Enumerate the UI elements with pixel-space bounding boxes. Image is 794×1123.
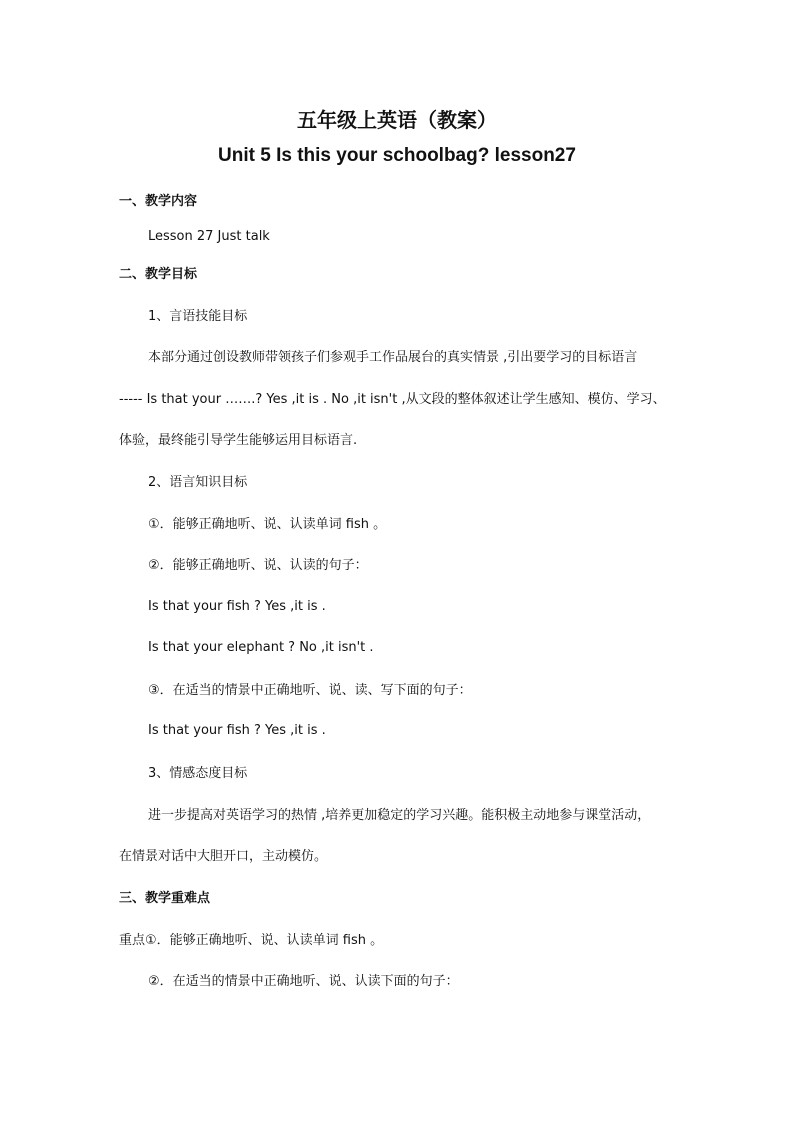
list-item: ②．能够正确地听、说、认读的句子： [148,558,368,573]
paragraph-line: 体验，最终能引导学生能够运用目标语言. [119,433,358,448]
example-sentence: Is that your elephant ? No ,it isn't . [148,640,374,655]
page-title: 五年级上英语（教案） [297,108,497,132]
paragraph-line: ----- Is that your …….? Yes ,it is . No ,it isn't ,从文段的整体叙述让学生感知、模仿、学习、 [119,392,666,407]
section-heading-content: 一、教学内容 [119,194,198,209]
lesson-line: Lesson 27 Just talk [148,229,270,244]
subheading-language-knowledge: 2、语言知识目标 [148,475,248,490]
section-heading-objectives: 二、教学目标 [119,267,198,282]
subheading-language-skills: 1、言语技能目标 [148,309,248,324]
page-subtitle: Unit 5 Is this your schoolbag? lesson27 [218,145,576,166]
example-sentence: Is that your fish ? Yes ,it is . [148,599,326,614]
list-item: 重点①．能够正确地听、说、认读单词 fish 。 [119,933,384,948]
list-item: ③．在适当的情景中正确地听、说、读、写下面的句子： [148,683,472,698]
list-item: ①．能够正确地听、说、认读单词 fish 。 [148,517,387,532]
section-heading-key-points: 三、教学重难点 [119,891,211,906]
paragraph-line: 本部分通过创设教师带领孩子们参观手工作品展台的真实情景 ,引出要学习的目标语言 [148,350,638,365]
paragraph-line: 在情景对话中大胆开口，主动模仿。 [119,849,328,864]
paragraph-line: 进一步提高对英语学习的热情 ,培养更加稳定的学习兴趣。能积极主动地参与课堂活动， [148,808,651,823]
subheading-attitude: 3、情感态度目标 [148,766,248,781]
list-item: ②．在适当的情景中正确地听、说、认读下面的句子： [148,974,459,989]
example-sentence: Is that your fish ? Yes ,it is . [148,723,326,738]
